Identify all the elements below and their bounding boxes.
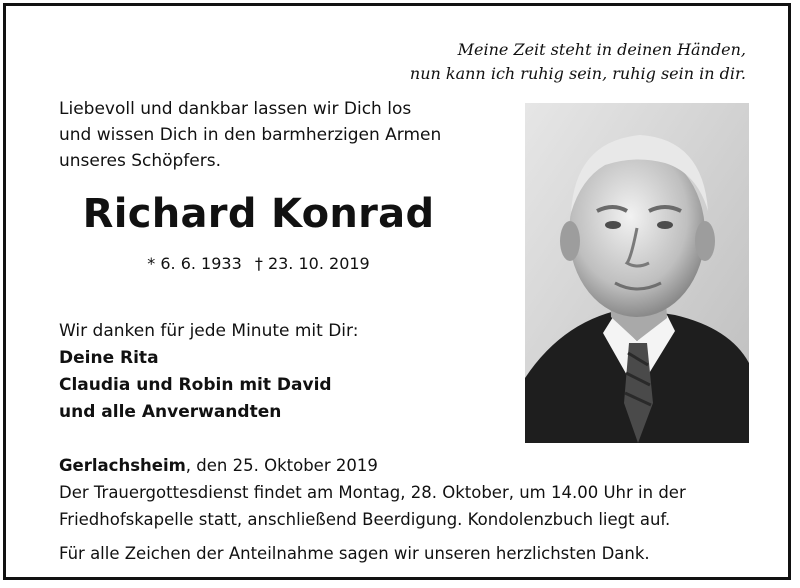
death-date: † 23. 10. 2019: [254, 254, 370, 273]
intro-line-3: unseres Schöpfers.: [59, 151, 221, 171]
motto-line-1: Meine Zeit steht in deinen Händen,: [457, 40, 746, 59]
motto-quote: [410, 38, 746, 86]
family-line-2: Claudia und Robin mit David: [59, 375, 332, 395]
thanks-line: Wir danken für jede Minute mit Dir:: [59, 321, 359, 341]
motto-line-2: nun kann ich ruhig sein, ruhig sein in dir.: [409, 64, 746, 83]
portrait-photo-icon: [525, 103, 749, 443]
thanks-block: [59, 318, 499, 426]
birth-date: * 6. 6. 1933: [147, 254, 242, 273]
family-line-3: und alle Anverwandten: [59, 402, 282, 422]
intro-line-2: und wissen Dich in den barmherzigen Armen: [59, 125, 442, 145]
obituary-notice: [3, 3, 791, 580]
service-line-1: Der Trauergottesdienst findet am Montag, 28. Oktober, um 14.00 Uhr in der: [59, 483, 686, 502]
place-name: Gerlachsheim: [59, 456, 186, 475]
family-line-1: Deine Rita: [59, 348, 159, 368]
footer-info: [59, 452, 759, 567]
notice-date: , den 25. Oktober 2019: [185, 456, 378, 475]
life-dates: [6, 253, 511, 275]
portrait-photo: [525, 103, 749, 443]
intro-line-1: Liebevoll und dankbar lassen wir Dich los: [59, 99, 412, 119]
gratitude-line: Für alle Zeichen der Anteilnahme sagen wir unseren herzlichsten Dank.: [59, 544, 650, 563]
place-date-line: [59, 452, 759, 479]
service-line-2: Friedhofskapelle statt, anschließend Beerdigung. Kondolenzbuch liegt auf.: [59, 510, 671, 529]
deceased-name: Richard Konrad: [82, 191, 435, 237]
intro-text: [59, 96, 479, 174]
